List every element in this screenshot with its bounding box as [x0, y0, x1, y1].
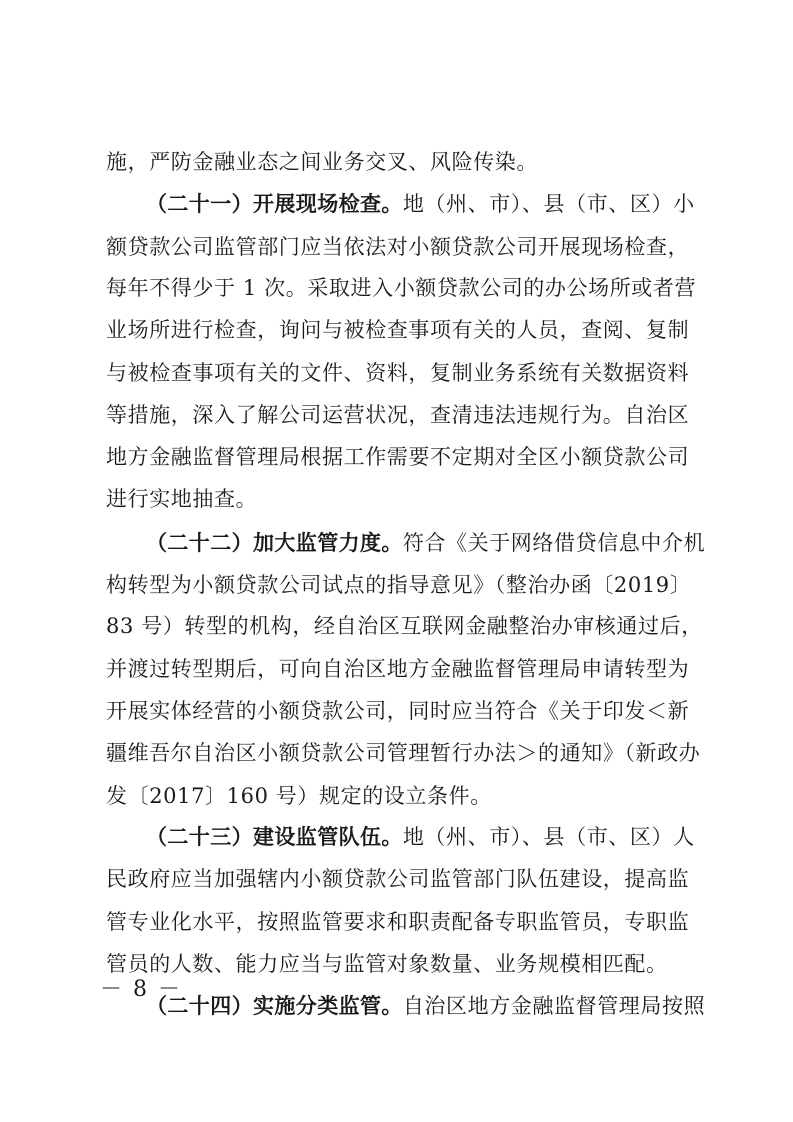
text-span: 等措施，深入了解公司运营状况，查清违法违规行为。自治区: [106, 403, 690, 427]
body-text-line: [106, 781, 686, 811]
body-text-line: [106, 147, 686, 177]
page-number: － 8 －: [100, 977, 182, 1002]
text-span: 地（州、市）、县（市、区）人: [402, 825, 695, 849]
body-text-line: [106, 907, 690, 937]
paragraph-first-line: [146, 528, 706, 558]
body-text-line: [106, 315, 690, 345]
body-text-line: [106, 654, 690, 684]
text-span: 与被检查事项有关的文件、资料，复制业务系统有关数据资料: [106, 361, 690, 385]
paragraph-first-line: [146, 822, 695, 852]
body-text-line: [106, 864, 690, 894]
text-span: 疆维吾尔自治区小额贷款公司管理暂行办法＞的通知》（新政办: [106, 741, 701, 765]
text-span: 每年不得少于 1 次。采取进入小额贷款公司的办公场所或者营: [106, 276, 697, 300]
text-span: 管员的人数、能力应当与监管对象数量、业务规模相匹配。: [106, 952, 668, 976]
body-text-line: [106, 442, 690, 472]
text-span: 地（州、市）、县（市、区）小: [402, 192, 695, 216]
section-heading: （二十一）开展现场检查。: [146, 192, 403, 216]
body-text-line: [106, 484, 686, 514]
body-text-line: [106, 949, 686, 979]
body-text-line: [106, 696, 690, 726]
text-span: 开展实体经营的小额贷款公司，同时应当符合《关于印发＜新: [106, 699, 690, 723]
body-text-line: [106, 570, 692, 600]
body-text-line: [106, 232, 690, 262]
body-text-line: [106, 611, 703, 641]
text-span: 额贷款公司监管部门应当依法对小额贷款公司开展现场检查，: [106, 235, 690, 259]
section-heading: （二十四）实施分类监管。: [146, 994, 403, 1018]
text-span: 地方金融监督管理局根据工作需要不定期对全区小额贷款公司: [106, 445, 690, 469]
section-heading: （二十二）加大监管力度。: [146, 531, 403, 555]
body-text-line: [106, 738, 701, 768]
text-span: 业场所进行检查，询问与被检查事项有关的人员，查阅、复制: [106, 318, 690, 342]
text-span: 管专业化水平，按照监管要求和职责配备专职监管员，专职监: [106, 910, 690, 934]
text-span: 构转型为小额贷款公司试点的指导意见》（整治办函〔2019〕: [106, 573, 692, 597]
text-span: 施，严防金融业态之间业务交叉、风险传染。: [106, 150, 538, 174]
text-span: 83 号）转型的机构，经自治区互联网金融整治办审核通过后，: [106, 614, 703, 638]
body-text-line: [106, 400, 690, 430]
body-text-line: [106, 273, 697, 303]
text-span: 发〔2017〕160 号）规定的设立条件。: [106, 784, 492, 808]
text-span: 符合《关于网络借贷信息中介机: [402, 531, 706, 555]
body-text-line: [106, 358, 690, 388]
paragraph-first-line: [146, 189, 695, 219]
text-span: 进行实地抽查。: [106, 487, 258, 511]
text-span: 并渡过转型期后，可向自治区地方金融监督管理局申请转型为: [106, 657, 690, 681]
paragraph-first-line: [146, 991, 706, 1021]
section-heading: （二十三）建设监管队伍。: [146, 825, 403, 849]
text-span: 自治区地方金融监督管理局按照: [402, 994, 706, 1018]
text-span: 民政府应当加强辖内小额贷款公司监管部门队伍建设，提高监: [106, 867, 690, 891]
